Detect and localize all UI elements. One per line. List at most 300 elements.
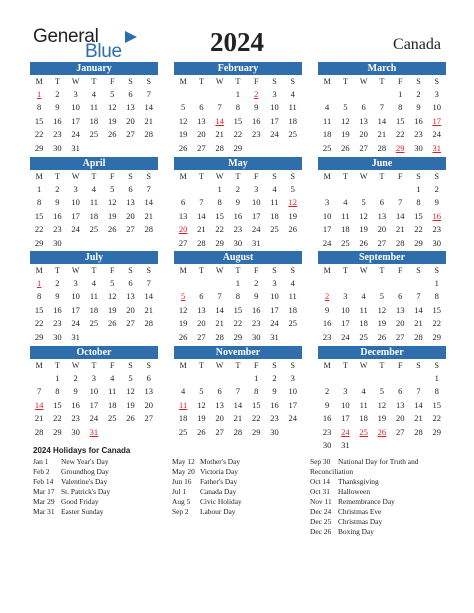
day-cell: 23 (53, 224, 62, 235)
day-cell: 26 (197, 426, 206, 437)
day-cell: 9 (272, 386, 277, 397)
day-cell: 10 (341, 399, 350, 410)
day-cell: 18 (359, 413, 368, 424)
day-cell: 1 (37, 184, 42, 194)
empty-cell (409, 372, 427, 385)
weekday-label: M (323, 77, 331, 86)
day-cell: 3 (434, 89, 439, 99)
day-cell: 25 (89, 224, 99, 235)
day-cell: 21 (144, 304, 153, 315)
weekday-label: T (91, 361, 97, 370)
day-cell: 21 (414, 318, 423, 329)
day-cell: 20 (144, 399, 153, 410)
day-cell: 11 (89, 197, 99, 208)
day-cell: 15 (233, 304, 243, 315)
month-header: September (318, 251, 446, 264)
day-cell: 19 (107, 304, 117, 315)
holiday-name: Father's Day (200, 477, 238, 486)
weekday-label: M (323, 172, 331, 181)
month-header: January (30, 62, 158, 75)
day-cell: 3 (343, 291, 348, 302)
day-cell: 9 (254, 291, 259, 302)
month-header: November (174, 346, 302, 359)
day-cell: 24 (71, 318, 80, 329)
holiday-date: Mar 31 (33, 507, 55, 516)
holiday-name: Valentine's Day (61, 477, 108, 486)
weekday-label: T (198, 266, 204, 275)
day-cell: 17 (322, 224, 332, 235)
month-june (318, 157, 446, 250)
day-cell: 1 (235, 89, 241, 99)
day-cell: 19 (178, 129, 188, 140)
day-cell: 11 (108, 386, 117, 397)
day-cell: 14 (233, 399, 243, 410)
holiday-date: Feb 14 (33, 477, 54, 486)
day-cell: 27 (377, 237, 387, 248)
day-cell: 17 (71, 210, 80, 221)
weekday-label: W (215, 172, 224, 181)
holiday-date: Feb 2 (33, 467, 50, 476)
weekday-label: T (342, 77, 348, 86)
day-cell: 8 (254, 386, 259, 397)
holiday-name: Canada Day (200, 487, 237, 496)
holiday-entry (310, 497, 440, 507)
month-december (318, 346, 446, 452)
weekday-label: F (397, 172, 403, 181)
weekday-label: W (359, 172, 368, 181)
holiday-name: Labour Day (200, 507, 236, 516)
day-cell: 10 (288, 386, 297, 397)
holiday-day-cell: 25 (359, 426, 368, 437)
day-cell: 1 (416, 184, 421, 194)
day-grid (30, 264, 158, 344)
day-cell: 28 (414, 331, 423, 342)
day-cell: 18 (288, 115, 297, 126)
day-cell: 10 (341, 304, 350, 315)
day-cell: 20 (359, 129, 368, 140)
day-cell: 7 (416, 386, 421, 397)
day-cell: 2 (416, 89, 421, 99)
weekday-label: T (198, 77, 204, 86)
holiday-entry (310, 527, 440, 537)
month-may (174, 157, 302, 250)
day-cell: 31 (71, 331, 80, 342)
day-cell: 19 (197, 413, 206, 424)
day-cell: 11 (359, 304, 368, 315)
day-cell: 15 (233, 115, 243, 126)
day-cell: 1 (434, 373, 439, 383)
day-cell: 7 (235, 386, 241, 397)
empty-cell (30, 372, 48, 385)
day-cell: 16 (71, 399, 80, 410)
day-cell: 6 (199, 102, 204, 113)
weekday-label: S (146, 361, 151, 370)
day-cell: 30 (71, 426, 80, 437)
day-cell: 21 (377, 129, 387, 140)
empty-cell (229, 372, 247, 385)
weekday-label: W (215, 77, 224, 86)
day-cell: 15 (53, 399, 62, 410)
empty-cell (336, 183, 354, 196)
day-cell: 9 (55, 197, 60, 208)
weekday-label: T (54, 361, 60, 370)
weekday-label: W (215, 361, 224, 370)
holiday-day-cell: 5 (181, 291, 186, 302)
day-cell: 4 (91, 184, 97, 194)
holiday-date: Nov 11 (310, 497, 332, 506)
day-cell: 22 (233, 318, 243, 329)
day-cell: 18 (178, 413, 188, 424)
day-cell: 21 (215, 129, 224, 140)
day-grid (30, 359, 158, 439)
day-cell: 4 (290, 278, 295, 288)
day-cell: 12 (178, 304, 188, 315)
day-cell: 26 (178, 142, 188, 153)
holiday-date: Dec 24 (310, 507, 332, 516)
day-cell: 1 (398, 89, 403, 99)
day-cell: 24 (322, 237, 332, 248)
day-cell: 14 (144, 197, 153, 208)
day-cell: 4 (343, 197, 348, 208)
weekday-label: F (397, 77, 403, 86)
day-cell: 23 (53, 129, 62, 140)
month-header: June (318, 157, 446, 170)
day-grid (174, 264, 302, 344)
empty-cell (211, 277, 229, 290)
day-cell: 10 (432, 102, 441, 113)
day-cell: 14 (377, 115, 387, 126)
day-cell: 30 (251, 331, 261, 342)
day-cell: 26 (288, 224, 297, 235)
day-cell: 5 (199, 386, 204, 397)
day-cell: 18 (107, 399, 117, 410)
day-cell: 28 (215, 331, 224, 342)
holiday-entry (172, 477, 302, 487)
day-cell: 18 (322, 129, 332, 140)
day-cell: 19 (377, 318, 387, 329)
day-cell: 15 (432, 304, 441, 315)
day-cell: 18 (270, 210, 279, 221)
month-february (174, 62, 302, 155)
day-cell: 11 (270, 197, 279, 208)
day-cell: 25 (178, 426, 188, 437)
day-cell: 30 (432, 237, 441, 248)
weekday-label: W (71, 172, 80, 181)
day-cell: 10 (89, 386, 99, 397)
day-cell: 27 (178, 237, 188, 248)
day-cell: 11 (89, 291, 99, 302)
day-cell: 18 (89, 304, 99, 315)
day-cell: 7 (416, 291, 421, 302)
day-cell: 22 (34, 318, 44, 329)
country-title: Canada (393, 36, 441, 53)
day-cell: 29 (34, 331, 44, 342)
holiday-name: Thanksgiving (338, 477, 379, 486)
holiday-name: Christmas Day (338, 517, 383, 526)
day-cell: 20 (126, 115, 135, 126)
empty-cell (373, 88, 391, 101)
weekday-label: T (235, 266, 241, 275)
weekday-label: T (54, 172, 60, 181)
weekday-label: T (379, 266, 385, 275)
day-cell: 2 (434, 184, 439, 194)
day-cell: 2 (272, 373, 277, 383)
month-july (30, 251, 158, 344)
day-cell: 27 (126, 318, 135, 329)
weekday-label: S (434, 361, 439, 370)
weekday-label: S (290, 266, 295, 275)
day-cell: 25 (270, 224, 279, 235)
day-cell: 11 (323, 115, 332, 126)
day-cell: 15 (414, 210, 423, 221)
weekday-label: S (290, 172, 295, 181)
holiday-entry (172, 507, 302, 517)
day-cell: 13 (126, 102, 135, 113)
day-cell: 16 (270, 399, 279, 410)
weekday-label: S (434, 77, 439, 86)
day-cell: 16 (322, 413, 332, 424)
day-cell: 29 (233, 142, 243, 153)
holiday-date: Mar 17 (33, 487, 55, 496)
empty-cell (373, 183, 391, 196)
empty-cell (174, 183, 192, 196)
holiday-date: Mar 29 (33, 497, 55, 506)
holiday-name: Christmas Eve (338, 507, 382, 516)
day-cell: 4 (181, 386, 186, 397)
day-cell: 29 (215, 237, 224, 248)
day-cell: 14 (395, 210, 405, 221)
day-cell: 2 (254, 278, 259, 288)
day-cell: 17 (251, 210, 261, 221)
holiday-date: Sep 30 (310, 457, 331, 466)
month-november (174, 346, 302, 439)
day-cell: 7 (199, 197, 204, 208)
day-cell: 25 (89, 318, 99, 329)
weekday-label: T (235, 361, 241, 370)
holiday-column (172, 457, 302, 517)
day-cell: 5 (110, 278, 115, 288)
holiday-entry (310, 507, 440, 517)
day-cell: 16 (414, 115, 423, 126)
weekday-label: F (109, 77, 115, 86)
day-cell: 10 (251, 197, 261, 208)
holiday-entry (172, 467, 302, 477)
day-cell: 11 (359, 399, 368, 410)
day-cell: 13 (215, 399, 224, 410)
day-cell: 22 (53, 413, 62, 424)
day-cell: 27 (359, 142, 368, 153)
weekday-label: T (379, 172, 385, 181)
day-grid (174, 75, 302, 155)
day-cell: 5 (379, 386, 385, 397)
empty-cell (192, 88, 210, 101)
day-cell: 8 (37, 102, 42, 113)
day-cell: 21 (233, 413, 243, 424)
day-cell: 28 (414, 426, 423, 437)
day-cell: 6 (128, 278, 133, 288)
holiday-name: Remembrance Day (338, 497, 395, 506)
day-cell: 3 (343, 386, 348, 397)
empty-cell (192, 277, 210, 290)
day-cell: 19 (107, 210, 117, 221)
day-cell: 23 (322, 331, 332, 342)
holiday-entry (33, 487, 163, 497)
weekday-label: S (272, 172, 277, 181)
holiday-name: Easter Sunday (61, 507, 104, 516)
weekday-label: S (290, 77, 295, 86)
day-cell: 9 (416, 102, 421, 113)
day-cell: 28 (34, 426, 44, 437)
holiday-day-cell: 24 (341, 426, 350, 437)
day-cell: 7 (146, 89, 151, 99)
holiday-entry (33, 467, 163, 477)
day-cell: 1 (235, 278, 241, 288)
day-cell: 14 (414, 304, 423, 315)
day-cell: 13 (395, 399, 405, 410)
day-cell: 5 (128, 373, 133, 383)
weekday-label: T (379, 77, 385, 86)
holiday-day-cell: 29 (395, 142, 405, 153)
day-grid (30, 75, 158, 155)
day-cell: 27 (126, 224, 135, 235)
day-cell: 18 (288, 304, 297, 315)
weekday-label: W (71, 77, 80, 86)
day-cell: 26 (107, 129, 117, 140)
day-cell: 30 (414, 142, 423, 153)
holiday-day-cell: 31 (432, 142, 441, 153)
day-cell: 4 (91, 89, 97, 99)
weekday-label: S (128, 172, 133, 181)
day-cell: 6 (398, 291, 403, 302)
weekday-label: M (179, 172, 187, 181)
day-cell: 19 (126, 399, 135, 410)
day-cell: 7 (146, 184, 151, 194)
empty-cell (373, 277, 391, 290)
weekday-label: M (35, 172, 43, 181)
day-cell: 26 (178, 331, 188, 342)
day-cell: 11 (288, 291, 297, 302)
empty-cell (391, 372, 409, 385)
day-cell: 9 (55, 102, 60, 113)
day-cell: 26 (377, 331, 387, 342)
day-cell: 20 (197, 318, 206, 329)
day-cell: 10 (270, 291, 279, 302)
holiday-day-cell: 17 (432, 115, 441, 126)
day-cell: 9 (325, 399, 330, 410)
holiday-name: Groundhog Day (61, 467, 109, 476)
day-cell: 21 (144, 115, 153, 126)
weekday-label: F (253, 77, 259, 86)
day-cell: 9 (434, 197, 439, 208)
day-cell: 7 (379, 102, 385, 113)
weekday-label: T (235, 77, 241, 86)
empty-cell (336, 372, 354, 385)
day-cell: 26 (107, 318, 117, 329)
day-cell: 22 (395, 129, 405, 140)
weekday-label: M (179, 361, 187, 370)
holiday-name: St. Patrick's Day (61, 487, 111, 496)
day-cell: 29 (53, 426, 62, 437)
weekday-label: W (71, 361, 80, 370)
day-cell: 15 (34, 304, 44, 315)
holiday-entry (310, 517, 440, 527)
day-grid (318, 75, 446, 155)
empty-cell (174, 88, 192, 101)
weekday-label: S (272, 361, 277, 370)
day-cell: 28 (197, 237, 206, 248)
holiday-name: Halloween (338, 487, 371, 496)
day-cell: 27 (126, 129, 135, 140)
day-cell: 7 (37, 386, 42, 397)
day-cell: 6 (361, 102, 366, 113)
weekday-label: S (272, 266, 277, 275)
day-cell: 27 (144, 413, 153, 424)
day-cell: 1 (254, 373, 259, 383)
holiday-date: Jan 1 (33, 457, 49, 466)
day-cell: 4 (110, 373, 115, 383)
day-cell: 18 (359, 318, 368, 329)
day-cell: 12 (341, 115, 350, 126)
day-cell: 13 (377, 210, 387, 221)
day-cell: 17 (341, 413, 350, 424)
day-cell: 11 (89, 102, 99, 113)
day-cell: 15 (215, 210, 224, 221)
day-cell: 13 (144, 386, 153, 397)
day-cell: 13 (197, 304, 206, 315)
day-cell: 22 (432, 318, 441, 329)
day-cell: 13 (395, 304, 405, 315)
day-cell: 22 (215, 224, 224, 235)
day-cell: 19 (288, 210, 297, 221)
weekday-label: T (91, 266, 97, 275)
weekday-label: T (235, 172, 241, 181)
month-april (30, 157, 158, 250)
weekday-label: M (179, 77, 187, 86)
holiday-entry (172, 457, 302, 467)
month-september (318, 251, 446, 357)
empty-cell (192, 372, 210, 385)
holiday-column (33, 457, 163, 517)
day-cell: 25 (288, 318, 297, 329)
day-cell: 10 (270, 102, 279, 113)
day-cell: 3 (290, 373, 295, 383)
day-cell: 3 (272, 89, 277, 99)
weekday-label: W (215, 266, 224, 275)
day-cell: 9 (254, 102, 259, 113)
holiday-date: Dec 26 (310, 527, 332, 536)
day-cell: 25 (359, 331, 368, 342)
day-cell: 3 (73, 89, 78, 99)
weekday-label: F (253, 172, 259, 181)
day-cell: 20 (126, 304, 135, 315)
day-cell: 3 (73, 278, 78, 288)
weekday-label: T (54, 266, 60, 275)
day-cell: 18 (89, 115, 99, 126)
weekday-label: M (35, 361, 43, 370)
day-cell: 12 (359, 210, 368, 221)
weekday-label: S (434, 266, 439, 275)
day-cell: 14 (144, 102, 153, 113)
day-cell: 8 (235, 102, 241, 113)
day-cell: 15 (395, 115, 405, 126)
empty-cell (336, 88, 354, 101)
empty-cell (174, 277, 192, 290)
month-january (30, 62, 158, 155)
holiday-day-cell: 2 (254, 89, 259, 99)
day-cell: 8 (398, 102, 403, 113)
day-cell: 23 (251, 129, 261, 140)
day-cell: 12 (377, 399, 387, 410)
